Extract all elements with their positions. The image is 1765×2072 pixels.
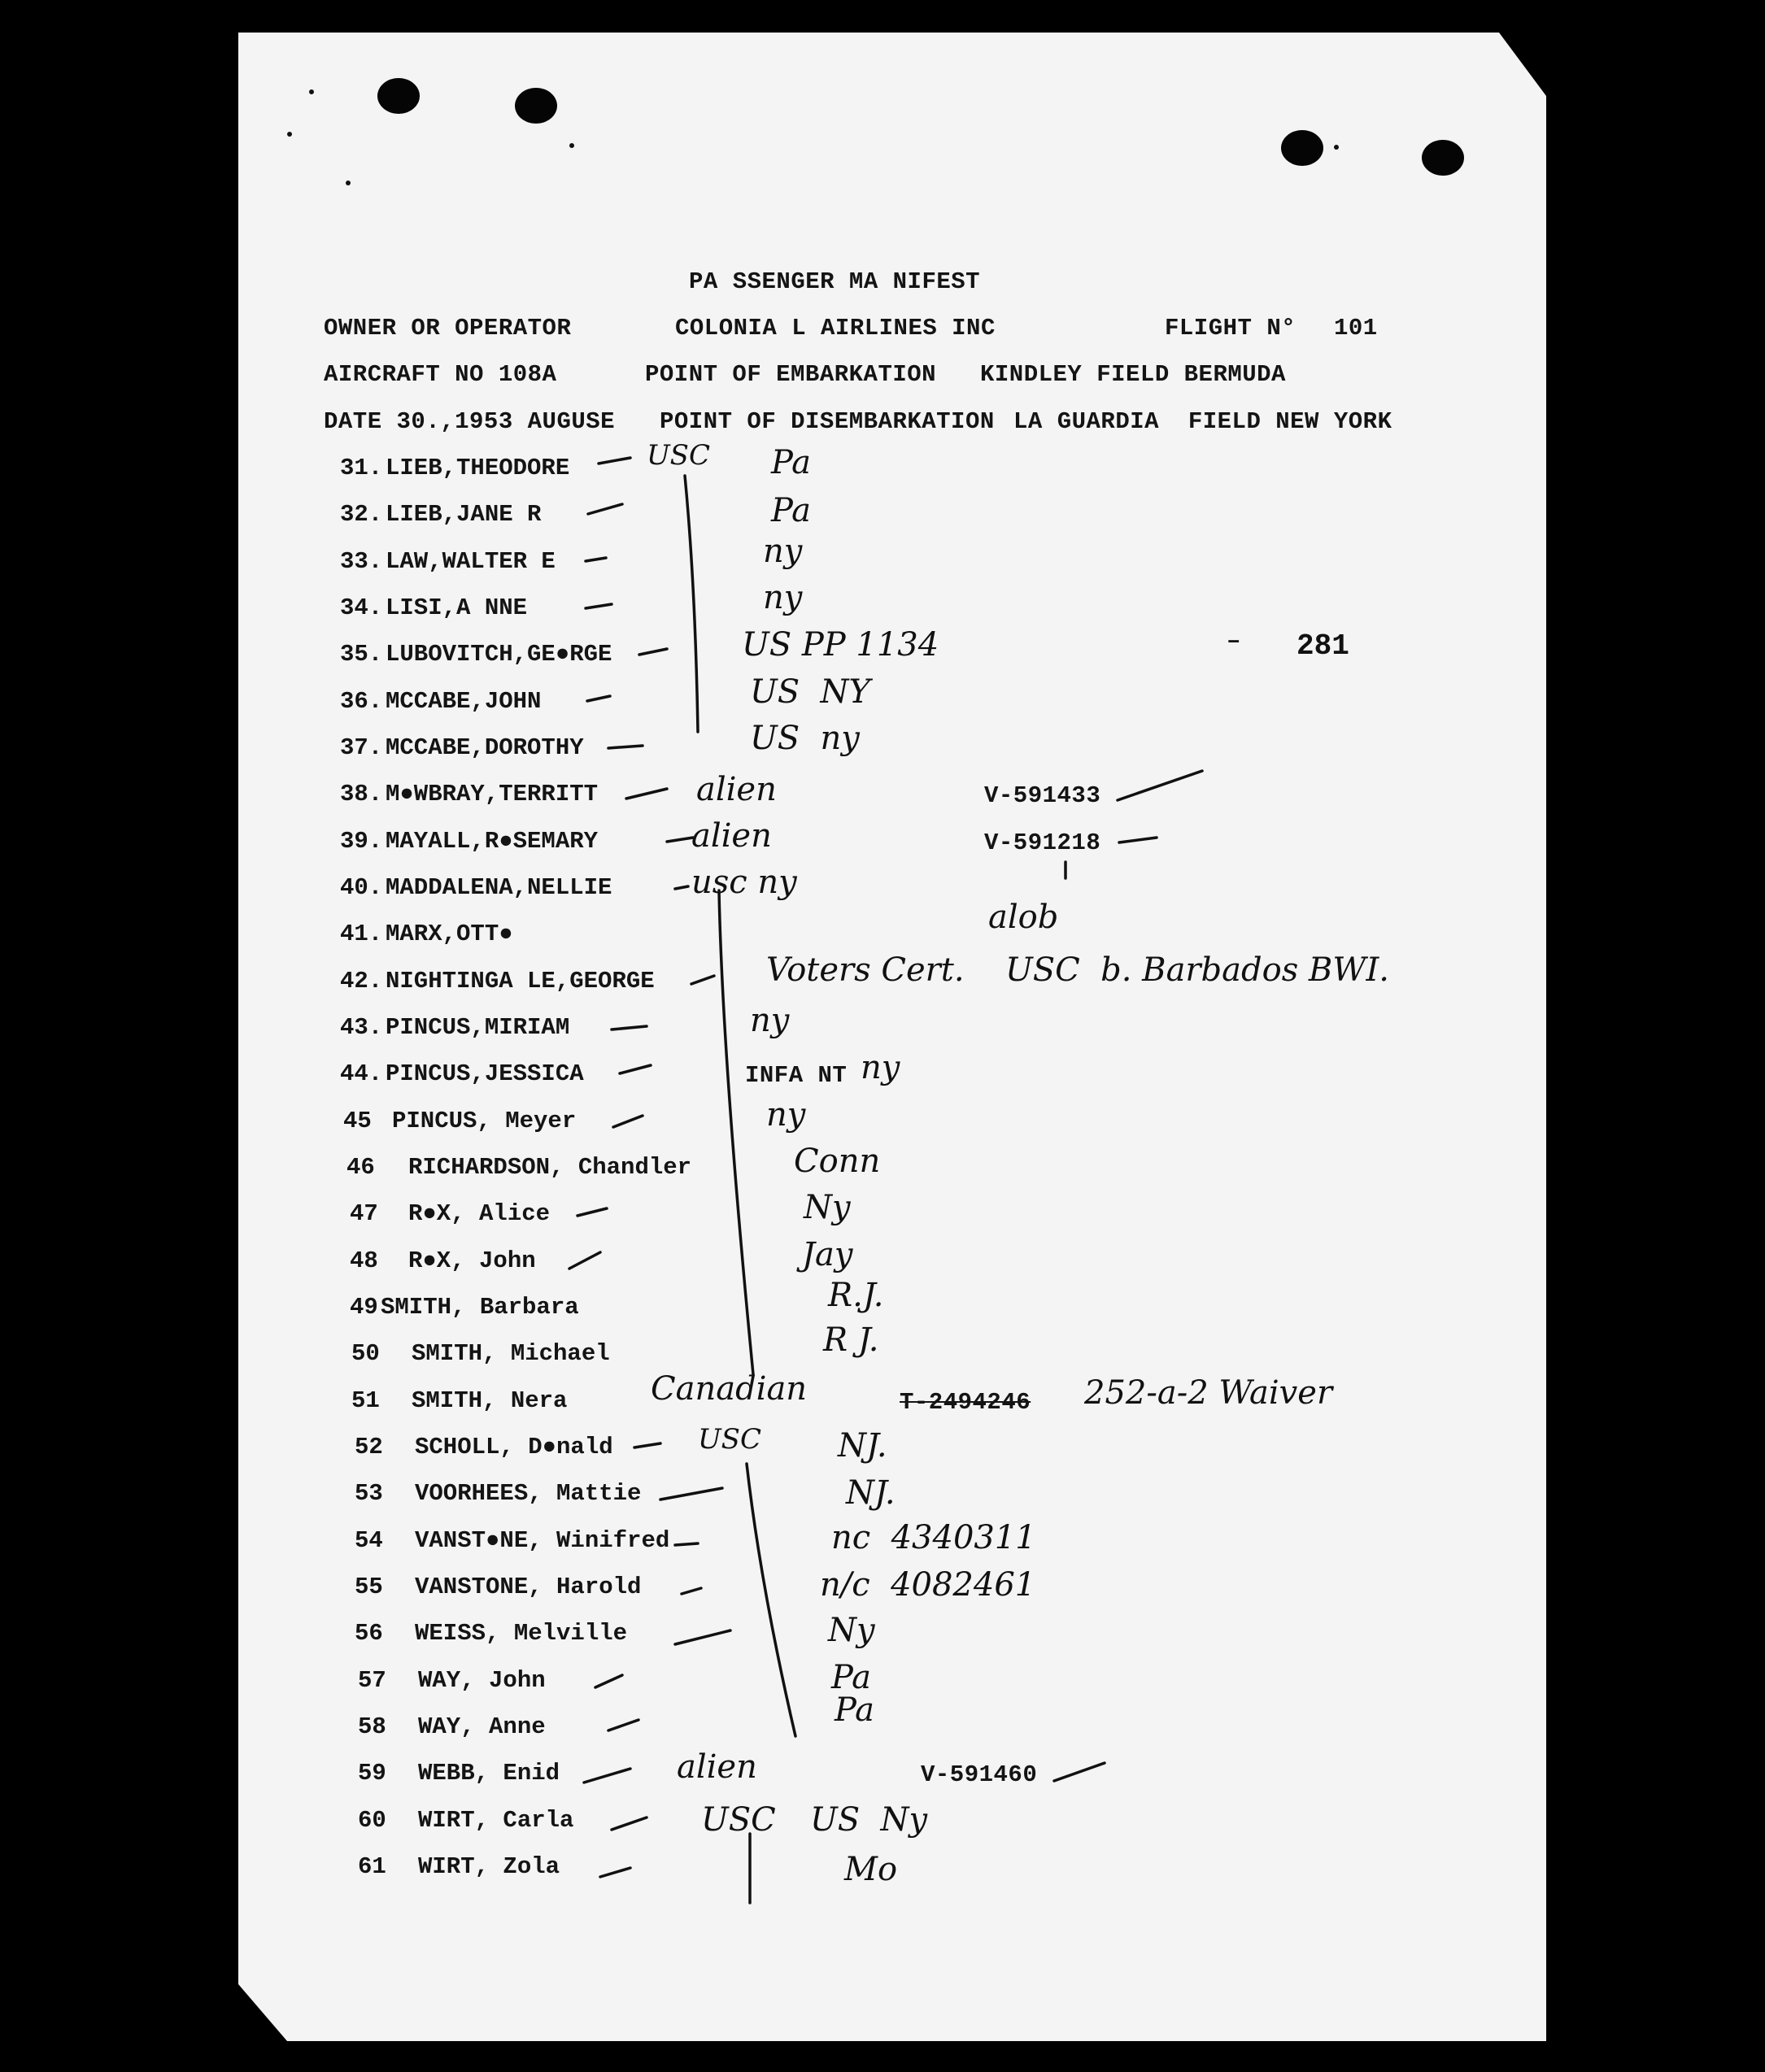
passenger-number: 57 <box>358 1667 386 1694</box>
handwritten-note: US NY <box>750 673 870 711</box>
passenger-name: WEBB, Enid <box>418 1760 560 1787</box>
page-stamp: 281 <box>1297 629 1349 663</box>
handwritten-note: Voters Cert. <box>766 951 965 989</box>
handwritten-note: R J. <box>823 1321 879 1359</box>
passenger-name: LIEB,JANE R <box>386 501 542 528</box>
passenger-number: 50 <box>351 1340 380 1367</box>
passenger-number: 44. <box>340 1060 383 1087</box>
passenger-number: 58 <box>358 1713 386 1740</box>
disembark-label: POINT OF DISEMBARKATION <box>660 408 995 435</box>
handwritten-note: US ny <box>750 720 860 757</box>
handwritten-note: Pa <box>771 492 811 529</box>
passenger-name: WAY, Anne <box>418 1713 546 1740</box>
handwritten-note: USC <box>701 1801 776 1839</box>
handwritten-note: US Ny <box>810 1801 928 1839</box>
struck-number: T-2494246 <box>900 1389 1031 1416</box>
passenger-number: 56 <box>355 1620 383 1647</box>
passenger-name: WAY, John <box>418 1667 546 1694</box>
handwritten-note: n/c 4082461 <box>820 1566 1036 1604</box>
handwritten-note: alien <box>677 1748 757 1786</box>
handwritten-note: Mo <box>844 1851 898 1888</box>
handwritten-note: nc 4340311 <box>831 1519 1036 1556</box>
passenger-name: R●X, John <box>408 1247 536 1274</box>
passenger-name: PINCUS, Meyer <box>392 1108 577 1134</box>
passenger-name: R●X, Alice <box>408 1200 551 1227</box>
handwritten-note: ny <box>750 1002 790 1039</box>
passenger-number: 31. <box>340 455 383 481</box>
passenger-number: 36. <box>340 688 383 715</box>
visa-number: V-591218 <box>984 829 1101 856</box>
visa-number: V-591460 <box>921 1761 1038 1788</box>
disembark-value: LA GUARDIA FIELD NEW YORK <box>1013 408 1392 435</box>
passenger-name: MARX,OTT● <box>386 921 513 947</box>
passenger-name: VANST●NE, Winifred <box>415 1527 670 1554</box>
handwritten-note: usc ny <box>691 864 797 901</box>
passenger-number: 45 <box>343 1108 372 1134</box>
handwritten-note: USC <box>698 1423 761 1456</box>
handwritten-note: Ny <box>828 1612 875 1649</box>
passenger-number: 55 <box>355 1574 383 1600</box>
passenger-name: LIEB,THEODORE <box>386 455 570 481</box>
passenger-number: 48 <box>350 1247 378 1274</box>
passenger-name: M●WBRAY,TERRITT <box>386 781 599 807</box>
handwritten-note: ny <box>766 1096 806 1134</box>
passenger-number: 38. <box>340 781 383 807</box>
passenger-name: VANSTONE, Harold <box>415 1574 642 1600</box>
passenger-name: SMITH, Michael <box>412 1340 610 1367</box>
passenger-name: WIRT, Carla <box>418 1807 574 1834</box>
passenger-number: 47 <box>350 1200 378 1227</box>
passenger-name: MAYALL,R●SEMARY <box>386 828 599 855</box>
flight-value: 101 <box>1334 315 1378 342</box>
passenger-name: WEISS, Melville <box>415 1620 628 1647</box>
passenger-number: 52 <box>355 1434 383 1460</box>
owner-value: COLONIA L AIRLINES INC <box>675 315 996 342</box>
passenger-name: SMITH, Barbara <box>381 1294 579 1321</box>
passenger-number: 54 <box>355 1527 383 1554</box>
passenger-number: 42. <box>340 968 383 995</box>
passenger-name: SMITH, Nera <box>412 1387 568 1414</box>
passenger-number: 41. <box>340 921 383 947</box>
handwritten-note: alien <box>696 771 777 808</box>
passenger-number: 43. <box>340 1014 383 1041</box>
handwritten-note: NJ. <box>846 1474 896 1512</box>
embark-value: KINDLEY FIELD BERMUDA <box>980 361 1286 388</box>
handwritten-note: Jay <box>802 1236 853 1273</box>
passenger-number: 53 <box>355 1480 383 1507</box>
handwritten-note: Pa <box>835 1691 874 1729</box>
handwritten-note: 252-a-2 Waiver <box>1084 1374 1333 1412</box>
passenger-name: MCCABE,JOHN <box>386 688 542 715</box>
passenger-number: 39. <box>340 828 383 855</box>
passenger-number: 33. <box>340 548 383 575</box>
passenger-number: 61 <box>358 1853 386 1880</box>
infant-note: INFA NT <box>745 1062 848 1089</box>
passenger-number: 35. <box>340 641 383 668</box>
owner-label: OWNER OR OPERATOR <box>324 315 572 342</box>
date-label: DATE 30.,1953 AUGUSE <box>324 408 616 435</box>
embark-label: POINT OF EMBARKATION <box>645 361 937 388</box>
aircraft-label: AIRCRAFT NO 108A <box>324 361 557 388</box>
passenger-name: VOORHEES, Mattie <box>415 1480 642 1507</box>
passenger-name: MCCABE,DOROTHY <box>386 734 584 761</box>
handwritten-note: US PP 1134 <box>742 626 939 664</box>
passenger-number: 49 <box>350 1294 378 1321</box>
handwritten-note: Canadian <box>651 1370 808 1408</box>
handwritten-note: Pa <box>771 444 811 481</box>
handwritten-note: Conn <box>794 1143 881 1180</box>
passenger-number: 32. <box>340 501 383 528</box>
passenger-name: WIRT, Zola <box>418 1853 560 1880</box>
passenger-name: LISI,A NNE <box>386 594 528 621</box>
manifest-title: PA SSENGER MA NIFEST <box>689 268 981 295</box>
passenger-number: 59 <box>358 1760 386 1787</box>
passenger-name: LUBOVITCH,GE●RGE <box>386 641 612 668</box>
handwritten-note: R.J. <box>828 1277 884 1314</box>
passenger-name: RICHARDSON, Chandler <box>408 1154 692 1181</box>
passenger-number: 51 <box>351 1387 380 1414</box>
handwritten-note: USC b. Barbados BWI. <box>1005 951 1389 989</box>
passenger-name: PINCUS,MIRIAM <box>386 1014 570 1041</box>
handwritten-note: ny <box>861 1049 900 1086</box>
handwritten-note: NJ. <box>838 1427 887 1465</box>
flight-label: FLIGHT N° <box>1165 315 1297 342</box>
passenger-name: PINCUS,JESSICA <box>386 1060 584 1087</box>
handwritten-note: ny <box>763 579 803 616</box>
passenger-number: 34. <box>340 594 383 621</box>
passenger-name: MADDALENA,NELLIE <box>386 874 612 901</box>
handwritten-note: Pa <box>831 1659 871 1696</box>
passenger-number: 37. <box>340 734 383 761</box>
passenger-name: NIGHTINGA LE,GEORGE <box>386 968 655 995</box>
handwritten-note: alien <box>691 817 772 855</box>
stamp-dash: – <box>1227 628 1241 655</box>
handwritten-note: alob <box>988 899 1059 936</box>
visa-number: V-591433 <box>984 782 1101 809</box>
passenger-number: 40. <box>340 874 383 901</box>
handwritten-note: ny <box>763 533 803 570</box>
passenger-number: 60 <box>358 1807 386 1834</box>
passenger-number: 46 <box>346 1154 375 1181</box>
handwritten-note: Ny <box>804 1189 851 1226</box>
passenger-name: LAW,WALTER E <box>386 548 556 575</box>
handwritten-note: USC <box>647 439 710 472</box>
passenger-name: SCHOLL, D●nald <box>415 1434 613 1460</box>
